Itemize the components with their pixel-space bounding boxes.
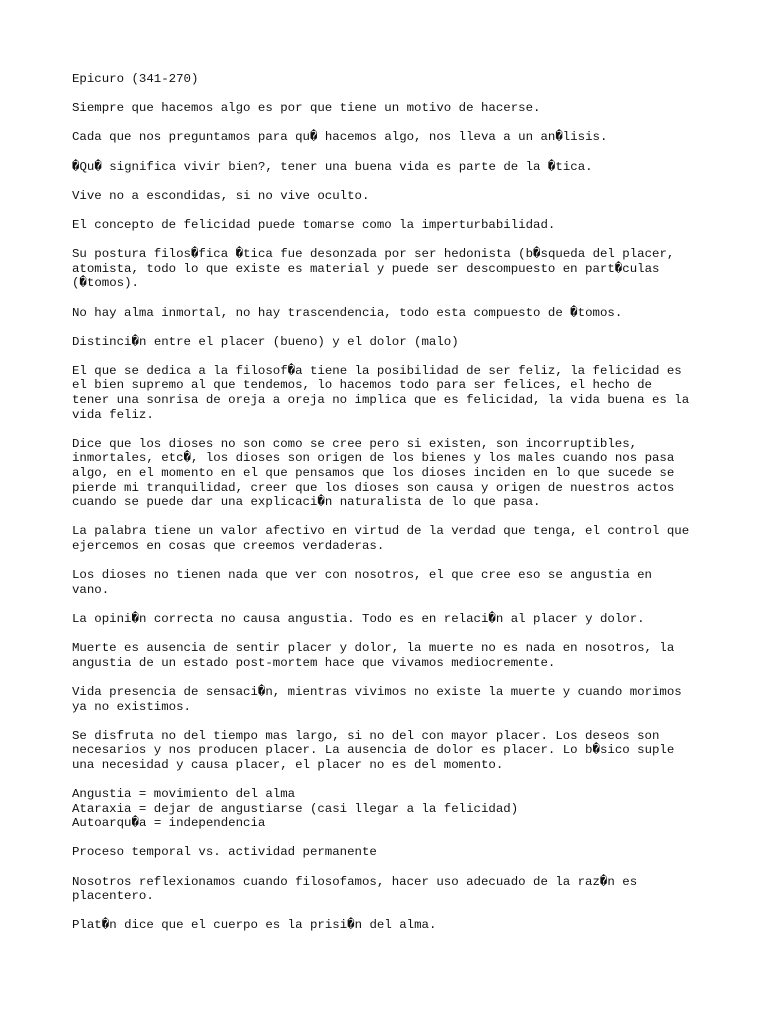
text-line: Vida presencia de sensaci�n, mientras vivimos no existe la muerte y cuando morimos <box>72 684 682 699</box>
text-line: Su postura filos�fica �tica fue desonzada por ser hedonista (b�squeda del placer, <box>72 247 675 262</box>
text-line: Dice que los dioses no son como se cree pero si existen, son incorruptibles, <box>72 436 638 451</box>
paragraph <box>72 130 712 145</box>
text-line: Proceso temporal vs. actividad permanente <box>72 845 377 860</box>
paragraph <box>72 364 712 422</box>
paragraph <box>72 189 712 204</box>
text-line: Angustia = movimiento del alma <box>72 787 296 802</box>
text-line: inmortales, etc�, los dioses son origen de los bienes y los males cuando nos pasa <box>72 451 675 466</box>
text-line: una necesidad y causa placer, el placer no es del momento. <box>72 757 504 772</box>
paragraph <box>72 918 712 933</box>
text-line: placentero. <box>72 889 154 904</box>
text-line: El concepto de felicidad puede tomarse como la imperturbabilidad. <box>72 217 556 232</box>
text-line: angustia de un estado post-mortem hace que vivamos mediocremente. <box>72 655 556 670</box>
paragraph <box>72 787 712 831</box>
text-line: La opini�n correcta no causa angustia. Todo es en relaci�n al placer y dolor. <box>72 611 645 626</box>
text-line: tener una sonrisa de oreja a oreja no implica que es felicidad, la vida buena es la <box>72 393 690 408</box>
text-line: La palabra tiene un valor afectivo en virtud de la verdad que tenga, el control que <box>72 524 690 539</box>
text-line: Epicuro (341-270) <box>72 72 199 86</box>
paragraph <box>72 247 712 291</box>
text-line: ya no existimos. <box>72 699 191 714</box>
paragraph <box>72 437 712 510</box>
paragraph <box>72 101 712 116</box>
text-line: el bien supremo al que tendemos, lo hacemos todo para ser felices, el hecho de <box>72 378 652 393</box>
paragraph <box>72 875 712 904</box>
text-line: No hay alma inmortal, no hay trascendencia, todo esta compuesto de �tomos. <box>72 305 623 320</box>
text-line: Autoarqu�a = independencia <box>72 816 266 831</box>
paragraph <box>72 612 712 627</box>
text-line: cuando se puede dar una explicaci�n naturalista de lo que pasa. <box>72 495 541 510</box>
text-line: pierde mi tranquilidad, creer que los dioses son causa y origen de nuestros actos <box>72 480 675 495</box>
text-line: Muerte es ausencia de sentir placer y dolor, la muerte no es nada en nosotros, la <box>72 641 675 656</box>
text-line: El que se dedica a la filosof�a tiene la posibilidad de ser feliz, la felicidad es <box>72 363 682 378</box>
text-line: atomista, todo lo que existe es material y puede ser descompuesto en part�culas <box>72 261 660 276</box>
paragraph <box>72 160 712 175</box>
document-page <box>72 72 712 948</box>
paragraph <box>72 335 712 350</box>
text-line: �Qu� significa vivir bien?, tener una buena vida es parte de la �tica. <box>72 159 593 174</box>
text-line: Siempre que hacemos algo es por que tiene un motivo de hacerse. <box>72 101 541 116</box>
text-line: Nosotros reflexionamos cuando filosofamos, hacer uso adecuado de la raz�n es <box>72 874 638 889</box>
text-line: necesarios y nos producen placer. La ausencia de dolor es placer. Lo b�sico suple <box>72 743 675 758</box>
paragraph <box>72 524 712 553</box>
text-line: ejercemos en cosas que creemos verdaderas. <box>72 539 385 553</box>
text-line: (�tomos). <box>72 276 139 291</box>
text-line: Los dioses no tienen nada que ver con nosotros, el que cree eso se angustia en <box>72 568 652 583</box>
text-line: Distinci�n entre el placer (bueno) y el dolor (malo) <box>72 334 459 349</box>
paragraph <box>72 685 712 714</box>
paragraph <box>72 72 712 87</box>
paragraph <box>72 729 712 773</box>
text-line: Cada que nos preguntamos para qu� hacemos algo, nos lleva a un an�lisis. <box>72 130 608 145</box>
paragraph <box>72 306 712 321</box>
paragraph <box>72 641 712 670</box>
text-line: Se disfruta no del tiempo mas largo, si no del con mayor placer. Los deseos son <box>72 728 660 743</box>
text-line: Ataraxia = dejar de angustiarse (casi llegar a la felicidad) <box>72 801 519 816</box>
text-line: Plat�n dice que el cuerpo es la prisi�n del alma. <box>72 918 437 933</box>
paragraph <box>72 218 712 233</box>
text-line: Vive no a escondidas, si no vive oculto. <box>72 188 370 203</box>
text-line: algo, en el momento en el que pensamos que los dioses inciden en lo que sucede se <box>72 466 675 481</box>
text-line: vida feliz. <box>72 407 154 422</box>
text-line: vano. <box>72 582 110 597</box>
paragraph <box>72 568 712 597</box>
paragraph <box>72 845 712 860</box>
